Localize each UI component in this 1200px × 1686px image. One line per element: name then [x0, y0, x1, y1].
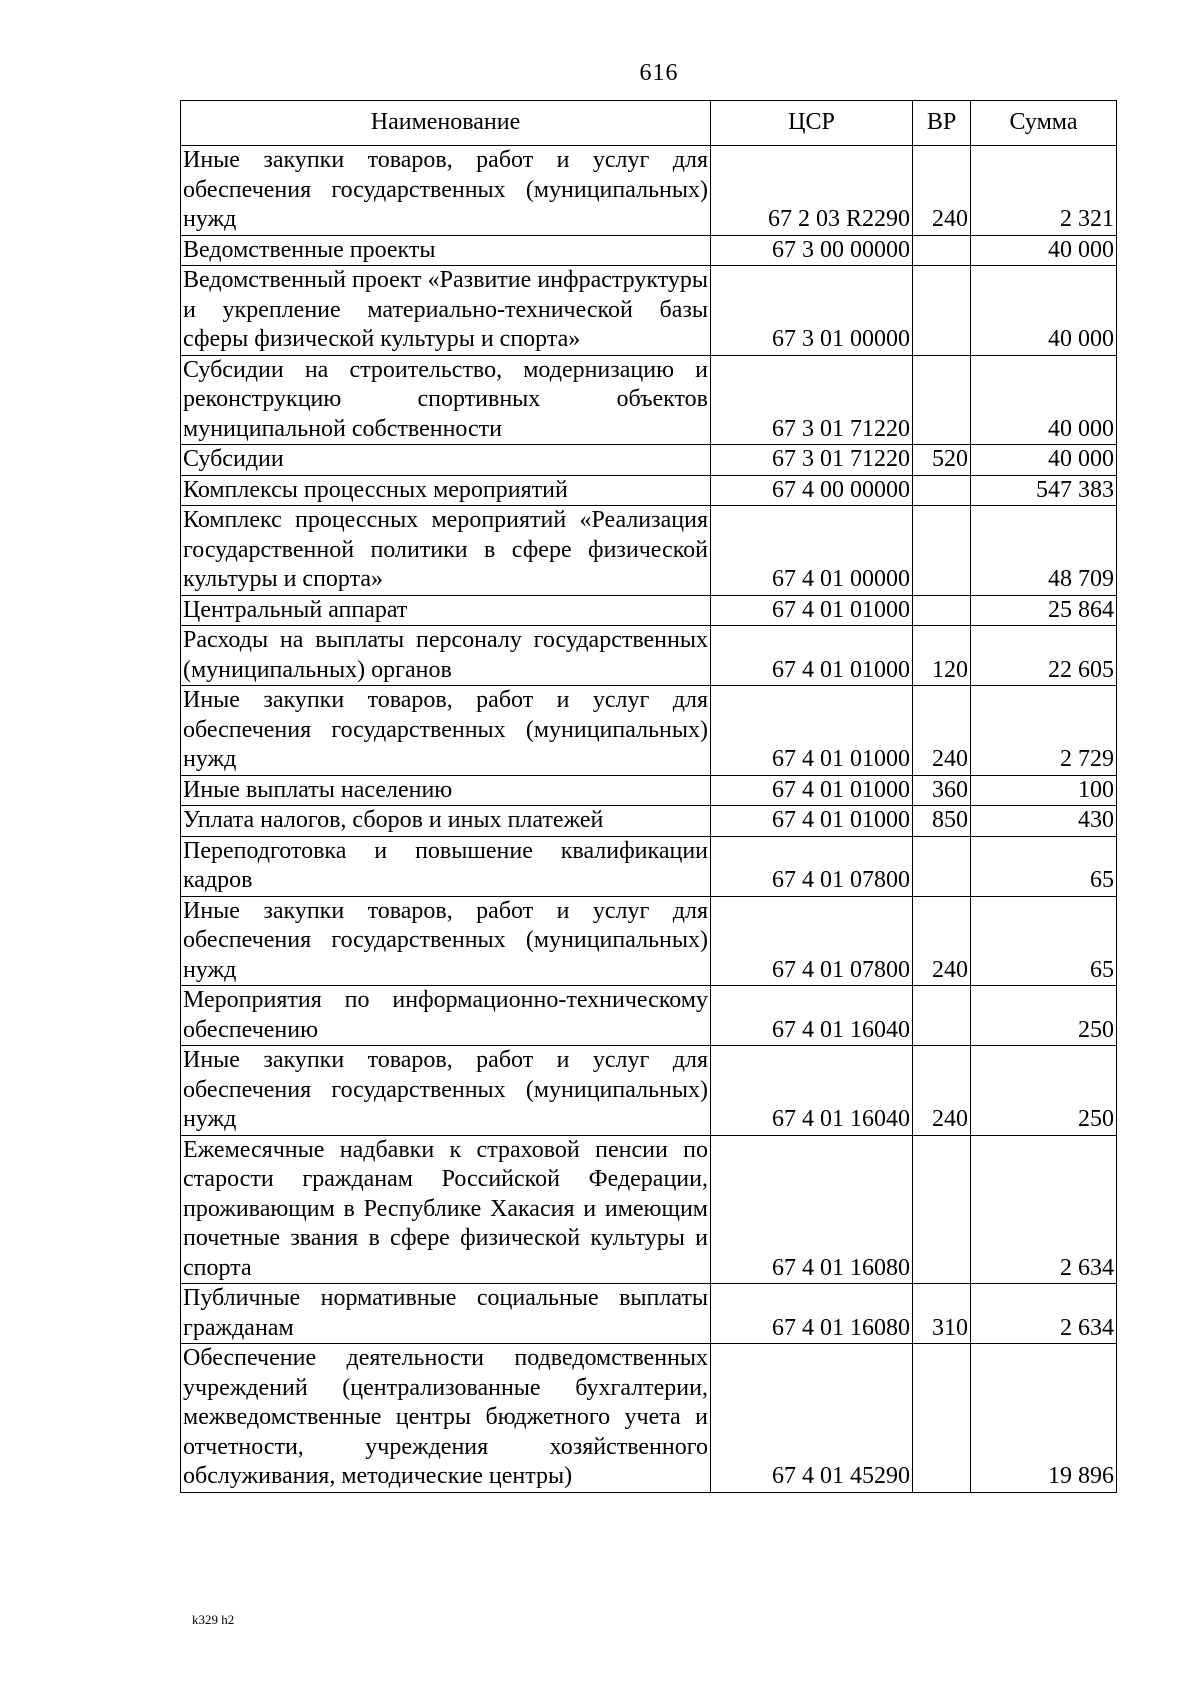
row-name: Обеспечение деятельности подведомственных учреждений (централизованные бухгалтерии, межведомственные центры бюджетного учета и отчетности, учреждения хозяйственного обслуживания, методические центры) [181, 1344, 711, 1493]
table-row [181, 1135, 1117, 1284]
row-csr: 67 4 01 01000 [711, 775, 913, 806]
row-vr: 520 [913, 445, 971, 476]
row-csr: 67 4 01 00000 [711, 506, 913, 596]
table-row [181, 146, 1117, 236]
row-name: Иные закупки товаров, работ и услуг для обеспечения государственных (муниципальных) нужд [181, 686, 711, 776]
table-header-row [181, 101, 1117, 146]
table-row [181, 1344, 1117, 1493]
row-vr [913, 235, 971, 266]
row-name: Иные выплаты населению [181, 775, 711, 806]
row-sum: 430 [971, 806, 1117, 837]
row-sum: 25 864 [971, 595, 1117, 626]
row-sum: 2 321 [971, 146, 1117, 236]
row-sum: 2 729 [971, 686, 1117, 776]
row-sum: 40 000 [971, 235, 1117, 266]
table-row [181, 445, 1117, 476]
row-csr: 67 3 01 71220 [711, 355, 913, 445]
row-sum: 547 383 [971, 475, 1117, 506]
table-row [181, 266, 1117, 356]
row-name: Ведомственный проект «Развитие инфраструктуры и укрепление материально-технической базы сферы физической культуры и спорта» [181, 266, 711, 356]
row-csr: 67 3 01 00000 [711, 266, 913, 356]
row-vr: 360 [913, 775, 971, 806]
header-name: Наименование [181, 101, 711, 146]
row-vr: 240 [913, 686, 971, 776]
row-vr: 240 [913, 1046, 971, 1136]
row-csr: 67 4 01 16080 [711, 1135, 913, 1284]
table-row [181, 806, 1117, 837]
row-name: Центральный аппарат [181, 595, 711, 626]
row-vr [913, 1135, 971, 1284]
row-sum: 100 [971, 775, 1117, 806]
row-csr: 67 4 01 01000 [711, 686, 913, 776]
table-row [181, 475, 1117, 506]
row-sum: 40 000 [971, 355, 1117, 445]
budget-table [180, 100, 1117, 1493]
row-sum: 250 [971, 1046, 1117, 1136]
row-sum: 250 [971, 986, 1117, 1046]
row-vr [913, 355, 971, 445]
table-row [181, 775, 1117, 806]
row-csr: 67 4 01 07800 [711, 896, 913, 986]
table-row [181, 235, 1117, 266]
row-name: Комплексы процессных мероприятий [181, 475, 711, 506]
row-name: Расходы на выплаты персоналу государственных (муниципальных) органов [181, 626, 711, 686]
row-csr: 67 4 01 45290 [711, 1344, 913, 1493]
row-name: Иные закупки товаров, работ и услуг для обеспечения государственных (муниципальных) нужд [181, 896, 711, 986]
row-name: Субсидии [181, 445, 711, 476]
table-row [181, 686, 1117, 776]
row-name: Ежемесячные надбавки к страховой пенсии по старости гражданам Российской Федерации, проживающим в Республике Хакасия и имеющим почетные звания в сфере физической культуры и спорта [181, 1135, 711, 1284]
row-vr: 310 [913, 1284, 971, 1344]
row-name: Ведомственные проекты [181, 235, 711, 266]
table-row [181, 1284, 1117, 1344]
row-csr: 67 4 01 01000 [711, 806, 913, 837]
row-csr: 67 4 01 16040 [711, 986, 913, 1046]
row-name: Публичные нормативные социальные выплаты гражданам [181, 1284, 711, 1344]
row-sum: 22 605 [971, 626, 1117, 686]
table-row [181, 595, 1117, 626]
row-name: Переподготовка и повышение квалификации кадров [181, 836, 711, 896]
row-vr [913, 475, 971, 506]
row-name: Уплата налогов, сборов и иных платежей [181, 806, 711, 837]
row-csr: 67 4 00 00000 [711, 475, 913, 506]
table-row [181, 626, 1117, 686]
table-row [181, 355, 1117, 445]
row-name: Иные закупки товаров, работ и услуг для обеспечения государственных (муниципальных) нужд [181, 1046, 711, 1136]
table-row [181, 506, 1117, 596]
header-sum: Сумма [971, 101, 1117, 146]
row-vr [913, 1344, 971, 1493]
row-vr [913, 266, 971, 356]
row-vr [913, 506, 971, 596]
row-name: Мероприятия по информационно-техническому обеспечению [181, 986, 711, 1046]
row-name: Субсидии на строительство, модернизацию и реконструкцию спортивных объектов муниципальной собственности [181, 355, 711, 445]
row-vr: 120 [913, 626, 971, 686]
table-row [181, 836, 1117, 896]
row-csr: 67 4 01 16080 [711, 1284, 913, 1344]
row-sum: 65 [971, 836, 1117, 896]
row-vr: 240 [913, 896, 971, 986]
row-vr: 240 [913, 146, 971, 236]
row-name: Комплекс процессных мероприятий «Реализация государственной политики в сфере физической культуры и спорта» [181, 506, 711, 596]
row-csr: 67 2 03 R2290 [711, 146, 913, 236]
row-name: Иные закупки товаров, работ и услуг для обеспечения государственных (муниципальных) нужд [181, 146, 711, 236]
table-row [181, 1046, 1117, 1136]
row-vr: 850 [913, 806, 971, 837]
row-sum: 2 634 [971, 1135, 1117, 1284]
row-csr: 67 3 01 71220 [711, 445, 913, 476]
row-sum: 19 896 [971, 1344, 1117, 1493]
row-sum: 65 [971, 896, 1117, 986]
row-csr: 67 4 01 16040 [711, 1046, 913, 1136]
row-sum: 40 000 [971, 266, 1117, 356]
row-vr [913, 836, 971, 896]
row-csr: 67 3 00 00000 [711, 235, 913, 266]
table-row [181, 986, 1117, 1046]
table-row [181, 896, 1117, 986]
row-sum: 40 000 [971, 445, 1117, 476]
row-vr [913, 986, 971, 1046]
row-sum: 48 709 [971, 506, 1117, 596]
row-vr [913, 595, 971, 626]
row-csr: 67 4 01 07800 [711, 836, 913, 896]
row-csr: 67 4 01 01000 [711, 626, 913, 686]
header-vr: ВР [913, 101, 971, 146]
row-sum: 2 634 [971, 1284, 1117, 1344]
row-csr: 67 4 01 01000 [711, 595, 913, 626]
header-csr: ЦСР [711, 101, 913, 146]
document-code: k329 h2 [192, 1612, 235, 1627]
page-number: 616 [639, 60, 679, 86]
